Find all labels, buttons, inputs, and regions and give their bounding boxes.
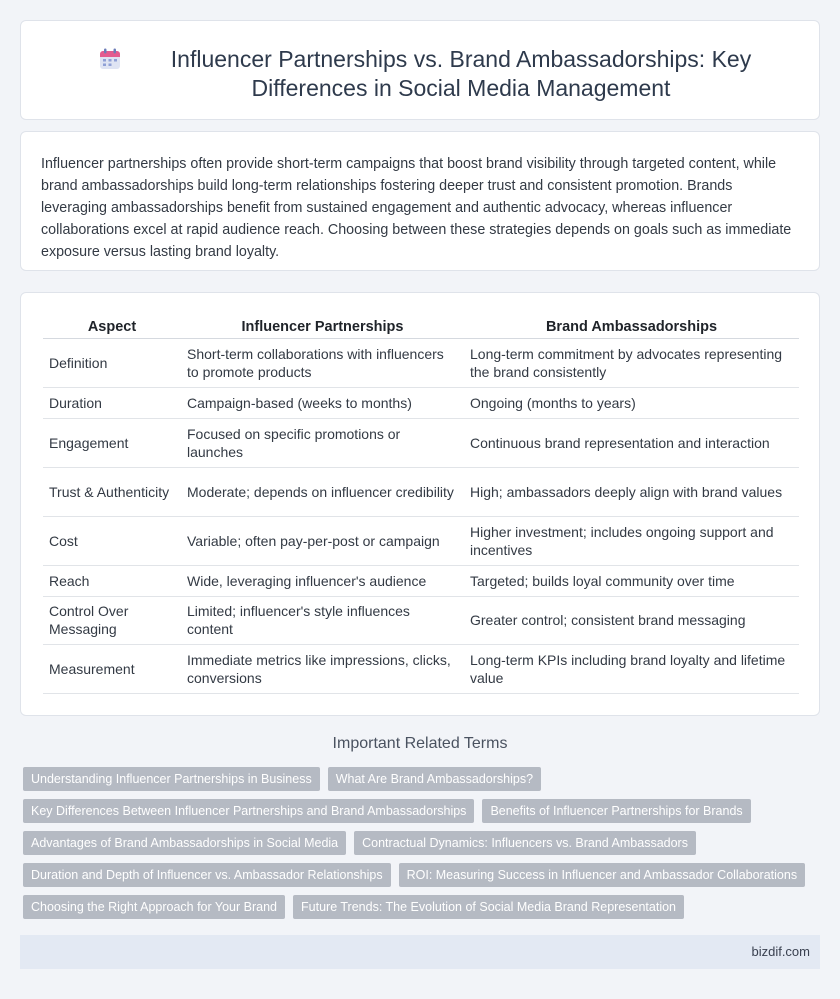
table-cell: Short-term collaborations with influencers to promote products <box>181 338 464 387</box>
table-header-row <box>43 316 799 338</box>
related-term-link[interactable]: Choosing the Right Approach for Your Brand <box>23 895 285 919</box>
table-cell: Long-term KPIs including brand loyalty and lifetime value <box>464 644 799 693</box>
table-cell: Moderate; depends on influencer credibility <box>181 467 464 516</box>
related-term-link[interactable]: Future Trends: The Evolution of Social Media Brand Representation <box>293 895 684 919</box>
related-term-link[interactable]: What Are Brand Ambassadorships? <box>328 767 541 791</box>
table-cell-aspect: Engagement <box>43 418 181 467</box>
header-card <box>20 20 820 120</box>
related-term-link[interactable]: Contractual Dynamics: Influencers vs. Brand Ambassadors <box>354 831 696 855</box>
table-cell: Wide, leveraging influencer's audience <box>181 565 464 596</box>
table-cell: High; ambassadors deeply align with brand values <box>464 467 799 516</box>
comparison-table <box>43 316 799 694</box>
table-cell-aspect: Control Over Messaging <box>43 596 181 644</box>
footer-site-link[interactable]: bizdif.com <box>751 944 810 959</box>
table-cell-aspect: Cost <box>43 516 181 565</box>
table-row <box>43 387 799 418</box>
related-term-link[interactable]: Benefits of Influencer Partnerships for Brands <box>482 799 750 823</box>
calendar-icon <box>98 47 122 71</box>
table-cell: Focused on specific promotions or launches <box>181 418 464 467</box>
table-cell-aspect: Duration <box>43 387 181 418</box>
related-term-link[interactable]: Duration and Depth of Influencer vs. Ambassador Relationships <box>23 863 391 887</box>
table-cell: Long-term commitment by advocates representing the brand consistently <box>464 338 799 387</box>
footer <box>20 935 820 969</box>
related-terms-list <box>23 767 813 919</box>
table-row <box>43 418 799 467</box>
header-influencer: Influencer Partnerships <box>181 316 464 338</box>
related-term-link[interactable]: Understanding Influencer Partnerships in Business <box>23 767 320 791</box>
table-row <box>43 596 799 644</box>
table-cell: Greater control; consistent brand messaging <box>464 596 799 644</box>
table-cell: Immediate metrics like impressions, clicks, conversions <box>181 644 464 693</box>
table-cell: Variable; often pay-per-post or campaign <box>181 516 464 565</box>
table-row <box>43 516 799 565</box>
table-row <box>43 644 799 693</box>
table-row <box>43 467 799 516</box>
header-ambassador: Brand Ambassadorships <box>464 316 799 338</box>
table-cell: Higher investment; includes ongoing support and incentives <box>464 516 799 565</box>
table-cell-aspect: Reach <box>43 565 181 596</box>
table-row <box>43 338 799 387</box>
table-cell: Targeted; builds loyal community over time <box>464 565 799 596</box>
table-cell: Ongoing (months to years) <box>464 387 799 418</box>
table-cell-aspect: Measurement <box>43 644 181 693</box>
intro-card <box>20 131 820 271</box>
header-aspect: Aspect <box>43 316 181 338</box>
table-cell: Campaign-based (weeks to months) <box>181 387 464 418</box>
related-term-link[interactable]: Key Differences Between Influencer Partnerships and Brand Ambassadorships <box>23 799 474 823</box>
page-title: Influencer Partnerships vs. Brand Ambassadorships: Key Differences in Social Media Management <box>170 46 752 101</box>
table-cell: Limited; influencer's style influences content <box>181 596 464 644</box>
table-cell-aspect: Trust & Authenticity <box>43 467 181 516</box>
related-term-link[interactable]: ROI: Measuring Success in Influencer and Ambassador Collaborations <box>399 863 805 887</box>
related-term-link[interactable]: Advantages of Brand Ambassadorships in Social Media <box>23 831 346 855</box>
intro-paragraph: Influencer partnerships often provide short-term campaigns that boost brand visibility through targeted content, while brand ambassadorships build long-term relationships fostering deeper trust and consistent promotion. Brands leveraging ambassadorships benefit from sustained engagement and authentic advocacy, whereas influencer collaborations excel at rapid audience reach. Choosing between these strategies depends on goals such as immediate exposure versus lasting brand loyalty. <box>41 156 792 260</box>
related-terms-title: Important Related Terms <box>332 735 508 752</box>
table-row <box>43 565 799 596</box>
table-cell-aspect: Definition <box>43 338 181 387</box>
comparison-card <box>20 292 820 716</box>
table-cell: Continuous brand representation and interaction <box>464 418 799 467</box>
